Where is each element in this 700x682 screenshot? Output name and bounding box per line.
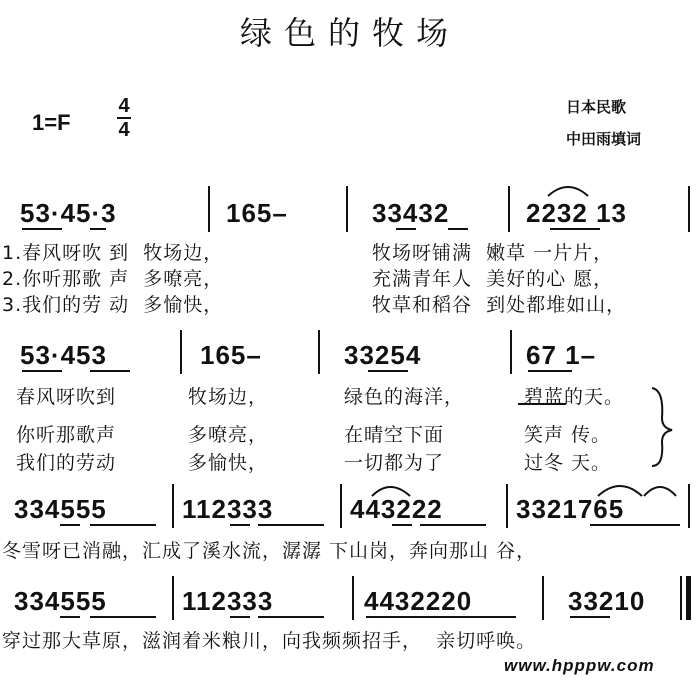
verse-bracket — [652, 388, 672, 466]
system-1-verse-3-part-2: 牧草和稻谷 到处都堆如山， — [372, 294, 627, 316]
lyricist-credit: 中田雨填词 — [566, 130, 642, 148]
system-2-verse-1-phrase-1: 春风呀吹到 — [16, 386, 117, 408]
measure-12-notes: 3321765 — [516, 494, 625, 524]
key-signature: 1=F — [32, 110, 71, 135]
measure-2-notes: 165– — [226, 198, 288, 228]
measure-5-notes: 53·453 — [20, 340, 107, 370]
measure-10-notes: 112333 — [182, 494, 274, 524]
system-1-verse-3-part-1: 3.我们的劳 动 多愉快， — [2, 294, 224, 316]
system-2-verse-2-phrase-1: 你听那歌声 — [16, 424, 117, 446]
system-2-verse-3-phrase-2: 多愉快， — [188, 452, 269, 474]
system-1-verse-1-part-2: 牧场呀铺满 嫩草 一片片， — [372, 242, 614, 264]
slur — [644, 487, 676, 496]
measure-1-notes: 53·45·3 — [20, 198, 117, 228]
slur — [598, 486, 642, 496]
system-2-verse-3-phrase-3: 一切都为了 — [344, 452, 445, 474]
system-3-lyrics: 冬雪呀已消融，汇成了溪水流，潺潺 下山岗，奔向那山 谷， — [2, 540, 537, 562]
measure-9-notes: 334555 — [14, 494, 107, 524]
system-2-verse-3-phrase-1: 我们的劳动 — [16, 452, 117, 474]
measure-8-notes: 67 1– — [526, 340, 597, 370]
measure-11-notes: 443222 — [350, 494, 443, 524]
system-1-verse-2-part-1: 2.你听那歌 声 多嘹亮， — [2, 268, 224, 290]
system-2-verse-2-phrase-2: 多嘹亮， — [188, 424, 269, 446]
system-2-verse-2-phrase-3: 在晴空下面 — [344, 424, 445, 446]
system-2-verse-3-phrase-4: 过冬 天。 — [524, 452, 612, 474]
measure-16-notes: 33210 — [568, 586, 646, 616]
slur — [372, 487, 410, 496]
measure-4-notes: 2232 13 — [526, 198, 627, 228]
origin-credit: 日本民歌 — [566, 98, 627, 116]
measure-14-notes: 112333 — [182, 586, 274, 616]
meter-bottom: 4 — [118, 119, 130, 141]
measure-13-notes: 334555 — [14, 586, 107, 616]
system-2-verse-1-phrase-2: 牧场边， — [188, 386, 269, 408]
system-1-verse-2-part-2: 充满青年人 美好的心 愿， — [372, 268, 614, 290]
measure-7-notes: 33254 — [344, 340, 422, 370]
system-1-verse-1-part-1: 1.春风呀吹 到 牧场边， — [2, 242, 224, 264]
slur — [548, 187, 588, 196]
measure-3-notes: 33432 — [372, 198, 450, 228]
measure-6-notes: 165– — [200, 340, 262, 370]
system-2-verse-2-phrase-4: 笑声 传。 — [524, 424, 612, 446]
system-4-lyrics: 穿过那大草原，滋润着米粮川，向我频频招手， 亲切呼唤。 — [2, 630, 537, 652]
website-watermark: www.hpppw.com — [504, 656, 655, 675]
system-2-verse-1-phrase-3: 绿色的海洋， — [344, 386, 465, 408]
measure-15-notes: 4432220 — [364, 586, 473, 616]
song-title: 绿色的牧场 — [239, 14, 460, 52]
meter-top: 4 — [118, 95, 130, 117]
system-2-verse-1-phrase-4: 碧蓝的天。 — [524, 386, 625, 408]
